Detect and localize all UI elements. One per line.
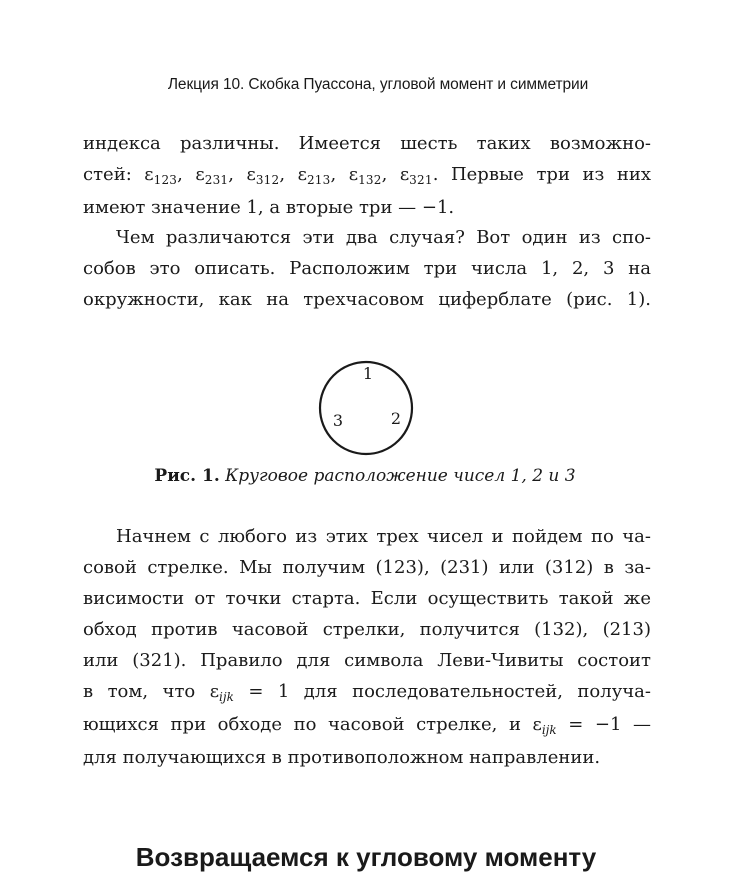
text-line: окружности, как на трехчасовом циферблате (рис. 1). xyxy=(83,289,651,310)
text-line: Начнем с любого из этих трех чисел и пойдем по ча- xyxy=(116,526,651,547)
caption-text: Круговое расположение чисел 1, 2 и 3 xyxy=(225,466,576,486)
text-line: совой стрелке. Мы получим (123), (231) или (312) в за- xyxy=(83,557,651,578)
clock-circle-figure xyxy=(317,360,415,456)
text-line: в том, что $\varepsilon_{ijk} = 1$ для последовательностей, получа- xyxy=(83,681,651,704)
text-line: или (321). Правило для символа Леви-Чивиты состоит xyxy=(83,650,651,671)
text-line: Чем различаются эти два случая? Вот один из спо- xyxy=(116,227,651,248)
paragraph-1 xyxy=(83,128,651,223)
clock-number-3: 3 xyxy=(332,411,344,430)
paragraph-2 xyxy=(83,222,651,315)
clock-number-1: 1 xyxy=(362,364,374,383)
text-line: собов это описать. Расположим три числа 1, 2, 3 на xyxy=(83,258,651,279)
section-heading: Возвращаемся к угловому моменту xyxy=(135,842,597,872)
text-line: для получающихся в противоположном направлении. xyxy=(83,747,601,768)
paragraph-3 xyxy=(83,521,651,773)
running-header: Лекция 10. Скобка Пуассона, угловой момент и симметрии xyxy=(167,76,589,93)
text-line: висимости от точки старта. Если осуществить такой же xyxy=(83,588,651,609)
figure-caption xyxy=(0,466,730,486)
clock-number-2: 2 xyxy=(390,409,402,428)
text-line: стей: $\varepsilon_{123}$, $\varepsilon_{231}$, $\varepsilon_{312}$, $\varepsilon_{213}$, $\varepsilon_{132}$, $\varepsilon_{321}$. Первые три из них xyxy=(83,164,651,187)
text-line: ющихся при обходе по часовой стрелке, и $\varepsilon_{ijk} = -1$ — xyxy=(83,714,652,737)
text-line: индекса различны. Имеется шесть таких возможно- xyxy=(83,133,651,154)
text-line: обход против часовой стрелки, получится (132), (213) xyxy=(83,619,651,640)
caption-label: Рис. 1. xyxy=(154,466,220,486)
text-line: имеют значение 1, а вторые три — −1. xyxy=(83,197,455,218)
